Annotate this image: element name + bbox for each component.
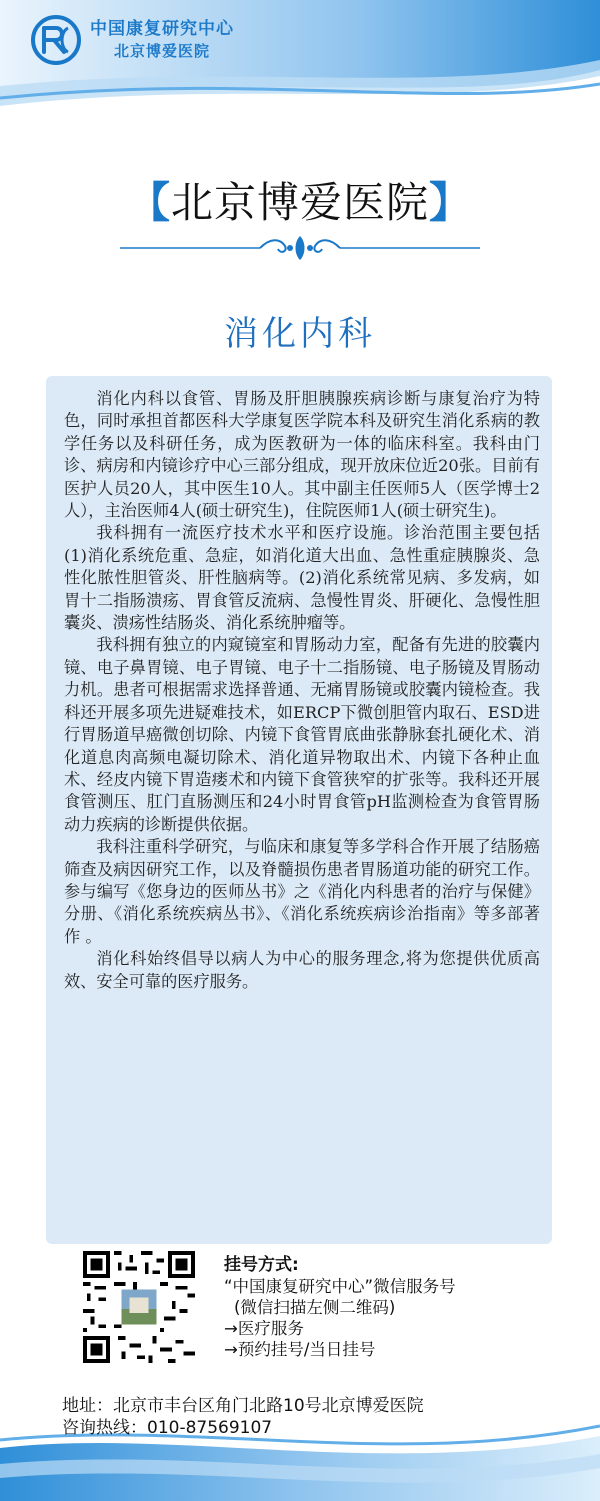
- registration-info: [224, 1255, 456, 1360]
- description-paragraph-2: 我科拥有一流医疗技术水平和医疗设施。诊治范围主要包括(1)消化系统危重、急症，如消化道大出血、急性重症胰腺炎、急性化脓性胆管炎、肝性脑病等。(2)消化系统常见病、多发病，如胃十二指肠溃疡、胃食管反流病、急慢性胃炎、肝硬化、急慢性胆囊炎、溃疡性结肠炎、消化系统肿瘤等。: [64, 523, 540, 633]
- registration-wechat-account: “中国康复研究中心”微信服务号: [224, 1277, 456, 1296]
- org-name: 中国康复研究中心: [90, 19, 234, 39]
- registration-step-medical-service: →医疗服务: [224, 1319, 304, 1338]
- consult-hotline[interactable]: 咨询热线：010-87569107: [62, 1418, 273, 1438]
- wechat-qr-code-icon[interactable]: [83, 1251, 195, 1363]
- title-text: 北京博爱医院: [170, 178, 429, 227]
- hospital-logo-icon: [30, 14, 82, 66]
- header-logo-block: [30, 14, 234, 66]
- ornament-divider-icon: [120, 232, 480, 262]
- description-paragraph-1: 消化内科以食管、胃肠及肝胆胰腺疾病诊断与康复治疗为特色，同时承担首都医科大学康复医学院本科及研究生消化系病的教学任务以及科研任务，成为医教研为一体的临床科室。我科由门诊、病房和内镜诊疗中心三部分组成，现开放床位近20张。目前有医护人员20人，其中医生10人。其中副主任医师5人（医学博士2人），主治医师4人(硕士研究生)，住院医师1人(硕士研究生)。: [64, 389, 540, 521]
- registration-title: 挂号方式:: [224, 1255, 299, 1275]
- hospital-address: 地址：北京市丰台区角门北路10号北京博爱医院: [62, 1396, 424, 1416]
- description-paragraph-4: 我科注重科学研究，与临床和康复等多学科合作开展了结肠癌筛查及病因研究工作，以及脊髓损伤患者胃肠道功能的研究工作。参与编写《您身边的医师丛书》之《消化内科患者的治疗与保健》分册、《消化系统疾病丛书》、《消化系统疾病诊治指南》等多部著作 。: [64, 837, 540, 946]
- department-title: 消化内科: [224, 314, 376, 354]
- registration-step-appointment: →预约挂号/当日挂号: [224, 1340, 376, 1359]
- title-bracket-left: 【: [127, 178, 171, 227]
- page-title: [0, 170, 600, 230]
- title-bracket-right: 】: [429, 178, 473, 227]
- registration-scan-hint: (微信扫描左侧二维码): [234, 1298, 396, 1317]
- department-description-panel: [46, 376, 552, 1244]
- contact-info: [62, 1395, 424, 1439]
- description-paragraph-3: 我科拥有独立的内窥镜室和胃肠动力室，配备有先进的胶囊内镜、电子鼻胃镜、电子胃镜、电子十二指肠镜、电子肠镜及胃肠动力机。患者可根据需求选择普通、无痛胃肠镜或胶囊内镜检查。我科还开展多项先进疑难技术，如ERCP下微创胆管内取石、ESD进行胃肠道早癌微创切除、内镜下食管胃底曲张静脉套扎硬化术、消化道息肉高频电凝切除术、消化道异物取出术、内镜下各种止血术、经皮内镜下胃造瘘术和内镜下食管狭窄的扩张等。我科还开展食管测压、肛门直肠测压和24小时胃食管pH监测检查为食管胃肠动力疾病的诊断提供依据。: [64, 635, 540, 834]
- hospital-name: 北京博爱医院: [113, 42, 210, 60]
- description-paragraph-5: 消化科始终倡导以病人为中心的服务理念,将为您提供优质高效、安全可靠的医疗服务。: [64, 949, 540, 991]
